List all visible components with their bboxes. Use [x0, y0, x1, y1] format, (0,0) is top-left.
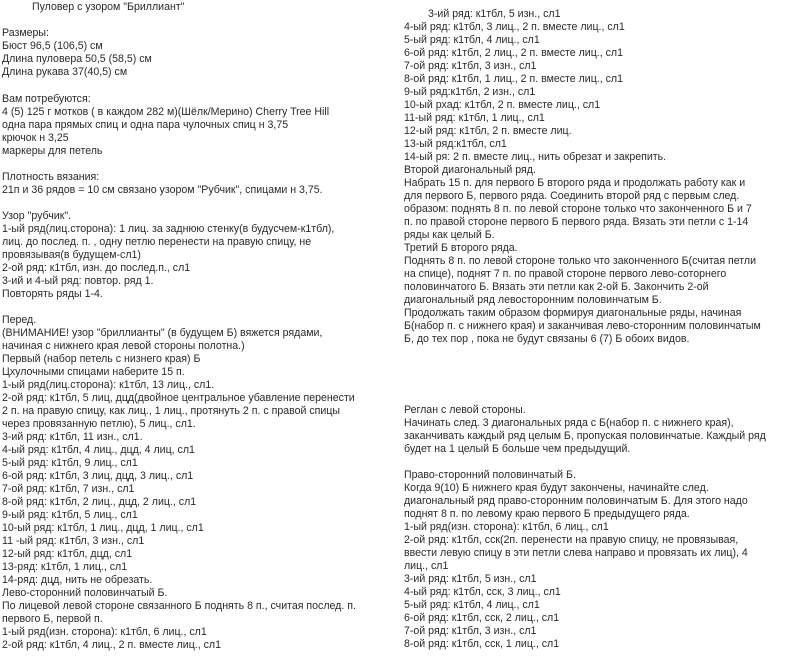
text-line: Третий Б второго ряда. [404, 242, 518, 254]
text-line: через провязанную петлю), 5 лиц., сл1. [2, 418, 196, 430]
text-line: 2-ой ряд: к1тбл, 5 лиц, дцд(двойное центральное убавление перенести [2, 392, 355, 404]
text-line: 3-ий ряд: к1тбл, 5 изн., сл1 [404, 573, 537, 585]
text-line: провязывая(в будущем-сл1) [2, 249, 141, 261]
text-line: крючок н 3,25 [2, 132, 69, 144]
text-line: 9-ый ряд:к1тбл, 2 изн., сл1 [404, 86, 536, 98]
text-line: 9-ый ряд: к1тбл, 5 лиц., сл1 [2, 509, 138, 521]
text-line: первого Б, первой п. [2, 613, 103, 625]
text-line: 21п и 36 рядов = 10 см связано узором "Рубчик", спицами н 3,75. [2, 184, 323, 196]
text-line: маркеры для петель [2, 145, 103, 157]
text-line: Перед. [2, 314, 37, 326]
text-line: 1-ый ряд(изн. сторона): к1тбл, 6 лиц., сл1 [404, 521, 609, 533]
text-line: Поднять 8 п. по левой стороне только что законченного Б(считая петли [404, 255, 756, 267]
text-line: 4-ый ряд: к1тбл, сск, 3 лиц., сл1 [404, 586, 561, 598]
text-line: Б(набор п. с нижнего края) и заканчивая лево-сторонним половинчатым [404, 320, 761, 332]
text-line: 4-ый ряд: к1тбл, 3 лиц., 2 п. вместе лиц., сл1 [404, 21, 625, 33]
text-line: 7-ой ряд: к1тбл, 7 изн., сл1 [2, 483, 135, 495]
text-line: ввести левую спицу в эти петли слева направо и провязать их лиц), 4 [404, 547, 748, 559]
text-line: Начинать след. 3 диагональных ряда с Б(набор п. с нижнего края), [404, 417, 734, 429]
text-line: 13-ряд: к1тбл, 1 лиц., сл1 [2, 561, 128, 573]
text-line: Плотность вязания: [2, 171, 100, 183]
text-line: 2-ой ряд: к1тбл, изн. до послед.п., сл1 [2, 262, 191, 274]
text-line: 8-ой ряд: к1тбл, 1 лиц., 2 п. вместе лиц., сл1 [404, 73, 623, 85]
text-line: По лицевой левой стороне связанного Б поднять 8 п., считая послед. п. [2, 600, 356, 612]
text-line: 1-ый ряд(лиц.сторона): к1тбл, 13 лиц., сл1. [2, 379, 215, 391]
text-line: 2 п. на правую спицу, как лиц., 1 лиц., протянуть 2 п. с правой спицы [2, 405, 341, 417]
text-line: Когда 9(10) Б нижнего края будут закончены, начинайте след. [404, 482, 709, 494]
text-line: 13-ый ряд:к1тбл, сл1 [404, 138, 507, 150]
text-line: 14-ый ря: 2 п. вместе лиц., нить обрезат и закрепить. [404, 151, 667, 163]
text-line: 3-ий и 4-ый ряд: повтор. ряд 1. [2, 275, 154, 287]
text-line: Набрать 15 п. для первого Б второго ряда и продолжать работу как и [404, 177, 746, 189]
text-line: 2-ой ряд: к1тбл, сск(2п. перенести на правую спицу, не провязывая, [404, 534, 739, 546]
text-line: 12-ый ряд: к1тбл, дцд, сл1 [2, 548, 133, 560]
text-line: 14-ряд: дцд, нить не обрезать. [2, 574, 153, 586]
text-line: для первого Б, первого ряда. Соединить второй ряд с первым след. [404, 190, 740, 202]
text-line: 8-ой ряд: к1тбл, 2 лиц., дцд, 2 лиц., сл1 [2, 496, 197, 508]
text-line: образом: поднять 8 п. по левой стороне только что законченного Б и 7 [404, 203, 752, 215]
text-line: одна пара прямых спиц и одна пара чулочных спиц н 3,75 [2, 119, 289, 131]
text-line: Бюст 96,5 (106,5) см [2, 40, 103, 52]
text-line: п. по правой стороне первого Б первого ряда. Вязать эти петли с 1-14 [404, 216, 749, 228]
text-line: 5-ый ряд: к1тбл, 9 лиц., сл1 [2, 457, 138, 469]
text-line: Пуловер с узором "Бриллиант" [32, 1, 185, 13]
text-line: начиная с нижнего края левой стороны полотна.) [2, 340, 245, 352]
text-line: диагональный ряд левосторонним половинчатым Б. [404, 294, 662, 306]
text-line: Второй диагональный ряд. [404, 164, 536, 176]
text-line: половинчатого Б. Вязать эти петли как 2-ой Б. Закончить 2-ой [404, 281, 709, 293]
text-line: 1-ый ряд(лиц.сторона): 1 лиц. за заднюю стенку(в будусчем-к1тбл), [2, 223, 335, 235]
text-line: 5-ый ряд: к1тбл, 4 лиц., сл1 [404, 34, 540, 46]
text-line: Узор "рубчик". [2, 210, 72, 222]
text-line: 12-ый ряд: к1тбл, 2 п. вместе лиц. [404, 125, 572, 137]
text-line: лиц. до послед. п. , одну петлю перенести на правую спицу, не [2, 236, 312, 248]
text-line: Размеры: [2, 27, 49, 39]
text-line: 1-ый ряд(изн. сторона): к1тбл, 6 лиц., сл1 [2, 626, 207, 638]
text-line: (ВНИМАНИЕ! узор "бриллианты" (в будущем Б) вяжется рядами, [2, 327, 323, 339]
text-line: 6-ой ряд: к1тбл, 2 лиц., 2 п. вместе лиц., сл1 [404, 47, 623, 59]
text-line: 8-ой ряд: к1тбл, сск, 1 лиц., сл1 [404, 638, 560, 650]
text-line: 7-ой ряд: к1тбл, 3 изн., сл1 [404, 60, 537, 72]
text-line: 10-ый рхад: к1тбл, 2 п. вместе лиц., сл1 [404, 99, 601, 111]
text-line: 4-ый ряд: к1тбл, 4 лиц., дцд, 4 лиц, сл1 [2, 444, 195, 456]
text-line: Длина пуловера 50,5 (58,5) см [2, 53, 152, 65]
text-line: будет на 1 целый Б больше чем предыдущий. [404, 443, 631, 455]
text-line: Лево-сторонний половинчатый Б. [2, 587, 168, 599]
text-line: поднят 8 п. по левому краю первого Б предыдущего ряда. [404, 508, 690, 520]
text-line: 5-ый ряд: к1тбл, 4 лиц., сл1 [404, 599, 540, 611]
text-line: диагональный ряд право-сторонним половинчатым Б. Для этого надо [404, 495, 748, 507]
text-line: 3-ий ряд: к1тбл, 11 изн., сл1. [2, 431, 143, 443]
text-line: 11-ый ряд: к1тбл, 1 лиц., сл1 [404, 112, 545, 124]
text-line: Повторять ряды 1-4. [2, 288, 103, 300]
text-line: 10-ый ряд: к1тбл, 1 лиц., дцд, 1 лиц., сл1 [2, 522, 204, 534]
text-line: лиц., сл1 [404, 560, 449, 572]
text-line: заканчивать каждый ряд целым Б, пропуская половинчатые. Каждый ряд [404, 430, 766, 442]
text-line: ряды как целый Б. [404, 229, 495, 241]
text-line: 4 (5) 125 г мотков ( в каждом 282 м)(Шёлк/Мерино) Cherry Tree Hill [2, 106, 330, 118]
text-line: Вам потребуются: [2, 93, 91, 105]
text-line: 2-ой ряд: к1тбл, 4 лиц., 2 п. вместе лиц., сл1 [2, 639, 221, 651]
text-line: 7-ой ряд: к1тбл, 3 изн., сл1 [404, 625, 537, 637]
text-line: 3-ий ряд: к1тбл, 5 изн., сл1 [428, 8, 561, 20]
text-line: на спице), поднят 7 п. по правой стороне первого лево-соторнего [404, 268, 727, 280]
text-line: 11 -ый ряд: к1тбл, 3 изн., сл1 [2, 535, 145, 547]
text-line: Реглан с левой стороны. [404, 404, 526, 416]
text-line: Право-сторонний половинчатый Б. [404, 469, 576, 481]
text-line: Продолжать таким образом формируя диагональные ряды, начиная [404, 307, 742, 319]
text-line: Длина рукава 37(40,5) см [2, 66, 128, 78]
text-line: 6-ой ряд: к1тбл, 3 лиц, дцд, 3 лиц., сл1 [2, 470, 194, 482]
text-line: Первый (набор петель с низнего края) Б [2, 353, 201, 365]
text-line: Цхулочными спицами наберите 15 п. [2, 366, 185, 378]
text-line: 6-ой ряд: к1тбл, сск, 2 лиц., сл1 [404, 612, 560, 624]
text-line: Б, до тех пор , пока не будут связаны 6 (7) Б обоих видов. [404, 333, 690, 345]
